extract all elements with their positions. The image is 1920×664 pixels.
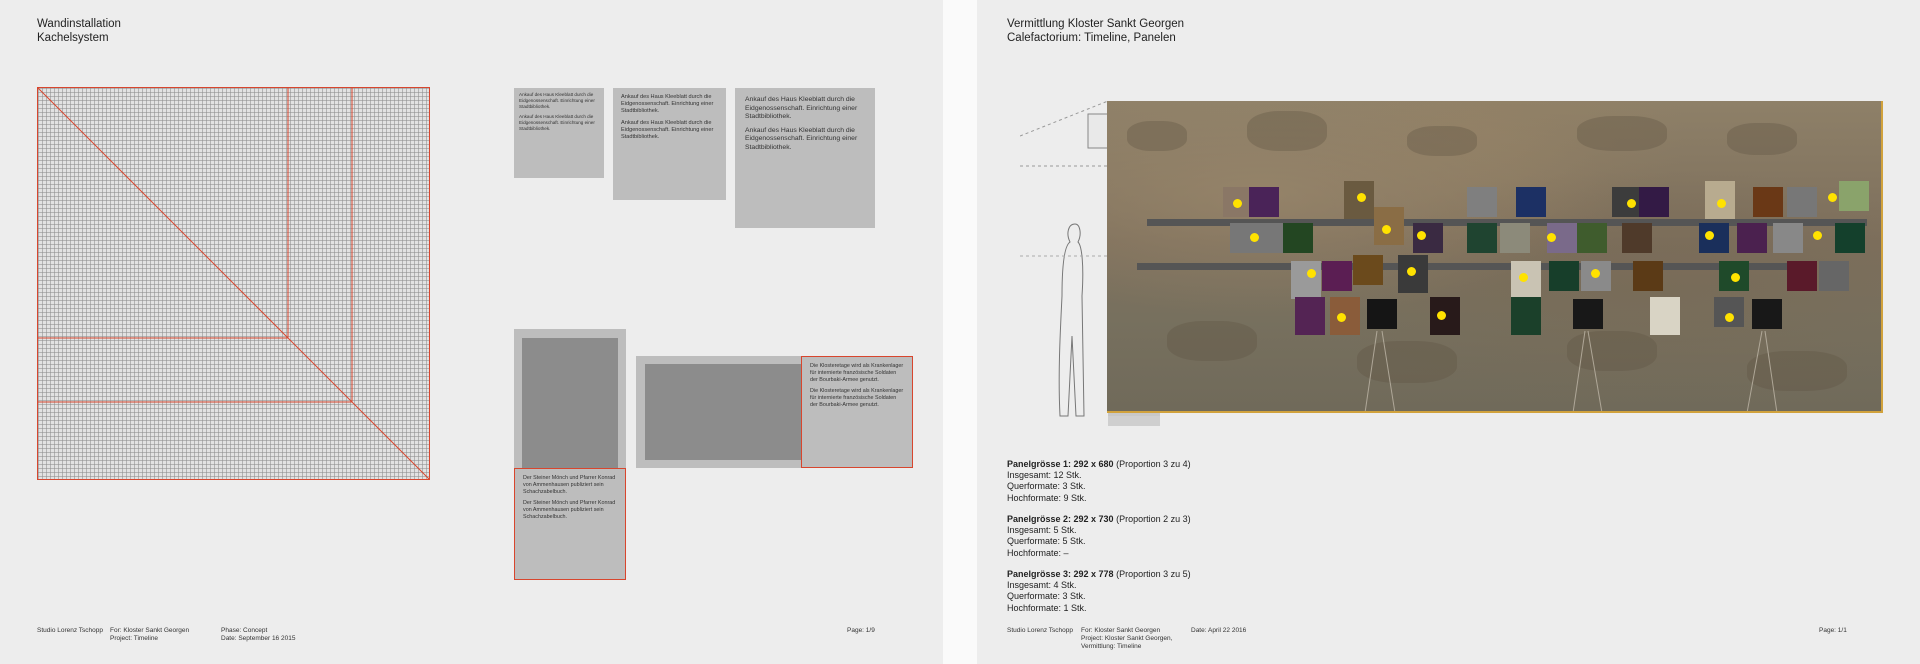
footer-page: Page: 1/9	[847, 627, 875, 634]
spec-line: Querformate: 5 Stk.	[1007, 536, 1086, 547]
panel-text: Der Steiner Mönch und Pfarrer Konrad von Ammenhausen publiziert sein Schachzabelbuch.	[523, 475, 616, 495]
page-subtitle: Kachelsystem	[37, 32, 109, 44]
panel-text: Ankauf des Haus Kleeblatt durch die Eidgenossenschaft. Einrichtung einer Stadtbibliothek.	[621, 94, 714, 114]
spec-line: Hochformate: 9 Stk.	[1007, 492, 1087, 503]
page-subtitle: Calefactorium: Timeline, Panelen	[1007, 32, 1176, 44]
spec-line: Insgesamt: 5 Stk.	[1007, 525, 1077, 536]
panel-text: Die Klosteretage wird als Krankenlager für internierte französische Soldaten der Bourbaki-Armee genutzt.	[810, 388, 904, 408]
panel-text-box	[801, 356, 913, 468]
spec-line: Hochformate: 1 Stk.	[1007, 602, 1087, 613]
panel-text: Ankauf des Haus Kleeblatt durch die Eidgenossenschaft. Einrichtung einer Stadtbibliothek.	[621, 120, 714, 140]
spec-line: Insgesamt: 4 Stk.	[1007, 580, 1077, 591]
panel-large	[735, 88, 875, 228]
spec-block-1	[1007, 459, 1191, 504]
panel-wide	[636, 356, 913, 468]
panel-text: Ankauf des Haus Kleeblatt durch die Eidgenossenschaft. Einrichtung einer Stadtbibliothek.	[745, 126, 858, 151]
panel-image	[645, 364, 801, 460]
spec-block-2	[1007, 514, 1191, 559]
left-page	[0, 0, 943, 664]
panel-text: Der Steiner Mönch und Pfarrer Konrad von Ammenhausen publiziert sein Schachzabelbuch.	[523, 500, 616, 520]
page-gutter	[943, 0, 977, 664]
spec-ratio: (Proportion 2 zu 3)	[1113, 514, 1191, 524]
spec-line: Hochformate: –	[1007, 547, 1069, 558]
spec-ratio: (Proportion 3 zu 4)	[1113, 459, 1191, 469]
spec-line: Insgesamt: 12 Stk.	[1007, 470, 1082, 481]
panel-text-box	[514, 468, 626, 580]
panel-text: Ankauf des Haus Kleeblatt durch die Eidgenossenschaft. Einrichtung einer Stadtbibliothek.	[519, 114, 595, 131]
panel-stands	[1107, 101, 1883, 413]
footer-studio: Studio Lorenz Tschopp	[1007, 627, 1074, 634]
spec-heading: Panelgrösse 1: 292 x 680	[1007, 459, 1114, 469]
panel-small	[514, 88, 604, 178]
footer-date: Date: April 22 2016	[1191, 627, 1247, 634]
panel-medium	[613, 88, 726, 200]
spec-heading: Panelgrösse 2: 292 x 730	[1007, 514, 1114, 524]
panel-text: Ankauf des Haus Kleeblatt durch die Eidgenossenschaft. Einrichtung einer Stadtbibliothek.	[745, 96, 858, 121]
footer-client: For: Kloster Sankt Georgen Project: Timeline	[110, 627, 190, 642]
grid-overlay	[37, 87, 430, 480]
spec-ratio: (Proportion 3 zu 5)	[1113, 569, 1191, 579]
page-title: Wandinstallation	[37, 18, 121, 30]
wall-visualization	[1107, 101, 1883, 413]
spec-line: Querformate: 3 Stk.	[1007, 481, 1086, 492]
spec-line: Querformate: 3 Stk.	[1007, 591, 1086, 602]
spec-heading: Panelgrösse 3: 292 x 778	[1007, 569, 1114, 579]
tile-grid	[37, 87, 430, 480]
footer-studio: Studio Lorenz Tschopp	[37, 627, 104, 634]
page-title: Vermittlung Kloster Sankt Georgen	[1007, 18, 1185, 30]
panel-text: Ankauf des Haus Kleeblatt durch die Eidgenossenschaft. Einrichtung einer Stadtbibliothek.	[519, 92, 595, 109]
panel-tall	[514, 329, 626, 580]
panel-text: Die Klosteretage wird als Krankenlager für internierte französische Soldaten der Bourbaki-Armee genutzt.	[810, 363, 904, 383]
footer-phase: Phase: Concept Date: September 16 2015	[221, 627, 296, 642]
spec-block-3	[1007, 569, 1191, 614]
footer-page: Page: 1/1	[1819, 627, 1847, 634]
footer-client: For: Kloster Sankt Georgen Project: Kloster Sankt Georgen, Vermittlung: Timeline	[1081, 627, 1173, 650]
panel-image	[522, 338, 618, 472]
